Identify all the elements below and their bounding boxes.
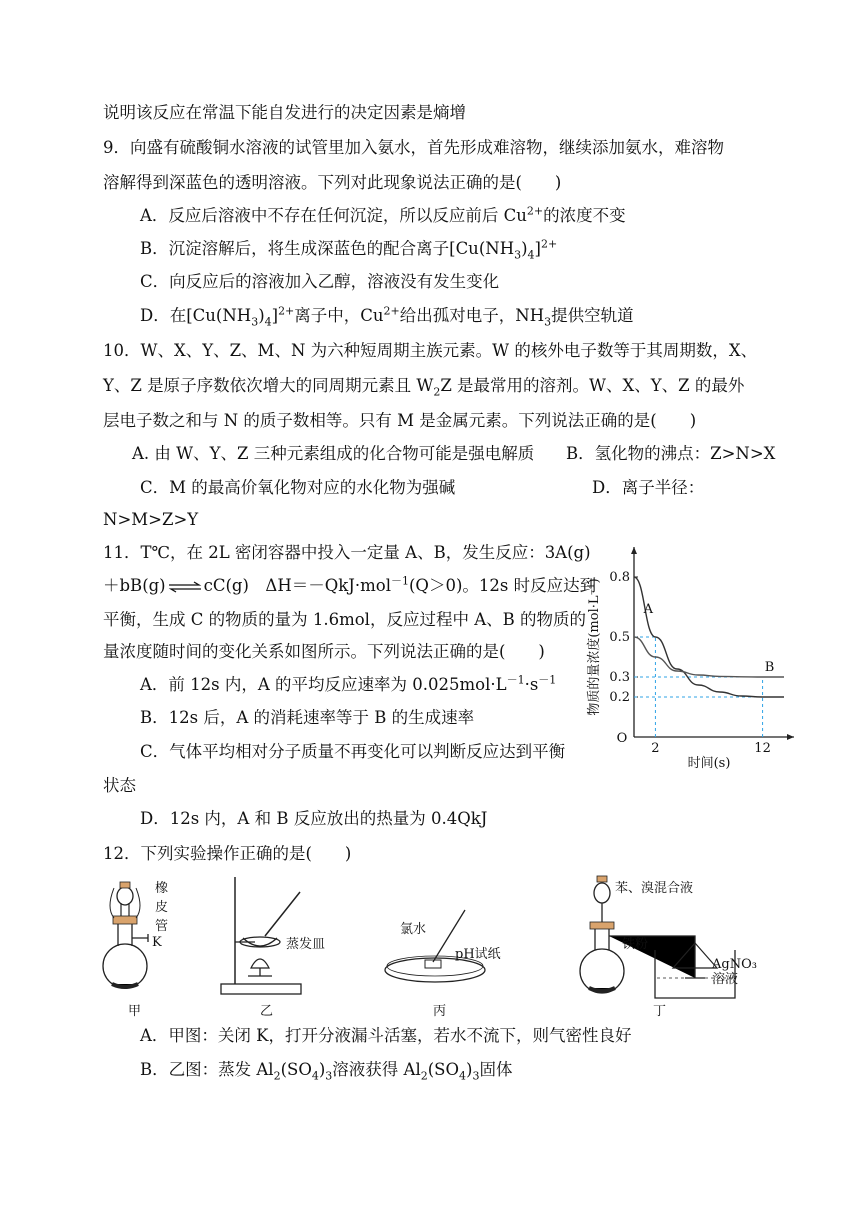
q11-option-d: D．12s 内，A 和 B 反应放出的热量为 0.4QkJ <box>140 809 488 828</box>
y-axis-label: 物质的量浓度(mol·L⁻¹) <box>587 578 602 716</box>
bing-caption: 丙 <box>433 1004 447 1019</box>
q10-option-d: D．离子半径： <box>592 478 705 497</box>
bing-label-ph-paper: pH试纸 <box>455 947 501 962</box>
q10-option-a: A. 由 W、Y、Z 三种元素组成的化合物可能是强电解质 <box>132 444 535 463</box>
q10-option-c: C．M 的最高价氧化物对应的水化物为强碱 <box>140 478 456 497</box>
q10-stem-3: 层电子数之和与 N 的质子数相等。只有 M 是金属元素。下列说法正确的是( ) <box>103 411 697 430</box>
ding-label-agno3: AgNO₃ 溶液 <box>712 957 757 987</box>
bing-label-chlorine-water: 氯水 <box>400 922 427 937</box>
q9-option-c: C．向反应后的溶液加入乙醇，溶液没有发生变化 <box>140 272 500 291</box>
y-tick-label-3: 0.2 <box>609 690 630 705</box>
jia-caption: 甲 <box>128 1004 142 1019</box>
x-tick-label-0: 2 <box>651 741 660 756</box>
x-axis-label: 时间(s) <box>687 756 731 770</box>
q10-stem-1: 10．W、X、Y、Z、M、N 为六种短周期主族元素。W 的核外电子数等于其周期数，X、 <box>103 341 758 360</box>
q9-option-a: A．反应后溶液中不存在任何沉淀，所以反应前后 $Cu^{2+}$的浓度不变 <box>140 204 626 225</box>
chart-guides <box>634 637 763 737</box>
q11-stem-1: 11．T℃，在 2L 密闭容器中投入一定量 A、B，发生反应：3A(g) <box>103 543 591 562</box>
jia-label-k: K <box>152 935 162 950</box>
equilibrium-arrow-icon <box>168 581 202 593</box>
q10-stem-2: Y、Z 是原子序数依次增大的同周期元素且 $W_2Z$ 是最常用的溶剂。W、X、Y、Z 的最外 <box>103 376 745 399</box>
chart-series <box>634 577 784 697</box>
q11-stem-4: 量浓度随时间的变化关系如图所示。下列说法正确的是( ) <box>103 642 545 661</box>
line-continuation: 说明该反应在常温下能自发进行的决定因素是熵增 <box>103 103 466 122</box>
q9-option-b: B．沉淀溶解后，将生成深蓝色的配合离子$[Cu(NH_3)_4]^{2+}$ <box>140 237 558 262</box>
q9-stem-2: 溶解得到深蓝色的透明溶液。下列对此现象说法正确的是( ) <box>103 173 562 192</box>
ding-label-iron: 铁粉 <box>622 937 649 952</box>
concentration-time-chart <box>582 540 802 770</box>
q11-stem-2: ＋bB(g) cC(g) ΔH＝－QkJ·mol$^{-1}$(Q＞0)。12s 时反应达到 <box>103 574 597 595</box>
q10-option-b: B．氢化物的沸点：Z>N>X <box>566 444 776 463</box>
q11-option-a: A．前 12s 内，A 的平均反应速率为 $0.025mol\cdot L^{-1}\cdot s^{-1}$ <box>140 673 557 694</box>
q12-option-a: A．甲图：关闭 K，打开分液漏斗活塞，若水不流下，则气密性良好 <box>140 1026 632 1045</box>
x-tick-label-1: 12 <box>754 741 771 756</box>
q12-stem: 12．下列实验操作正确的是( ) <box>103 844 352 863</box>
y-tick-label-2: 0.3 <box>609 670 630 685</box>
yi-label-dish: 蒸发皿 <box>286 937 326 952</box>
q11-option-c-cont: 状态 <box>103 776 136 795</box>
q9-stem-1: 9．向盛有硫酸铜水溶液的试管里加入氨水，首先形成难溶物，继续添加氨水，难溶物 <box>103 138 724 157</box>
series-B-label: B <box>764 660 775 675</box>
q9-option-d: D．在$[Cu(NH_3)_4]^{2+}$离子中，$Cu^{2+}$给出孤对电子，$NH_3$提供空轨道 <box>140 304 634 329</box>
x-axis-arrow <box>787 734 794 740</box>
q11-option-b: B．12s 后，A 的消耗速率等于 B 的生成速率 <box>140 708 475 727</box>
ding-label-mixture: 苯、溴混合液 <box>615 881 694 896</box>
series-A-label: A <box>643 602 654 617</box>
y-tick-label-0: 0.8 <box>609 570 630 585</box>
y-tick-label-1: 0.5 <box>609 630 630 645</box>
ding-caption: 丁 <box>653 1004 667 1019</box>
series-B-line <box>634 637 784 677</box>
y-axis-arrow <box>631 547 637 554</box>
q11-option-c: C．气体平均相对分子质量不再变化可以判断反应达到平衡 <box>140 742 566 761</box>
q10-option-d-cont: N>M>Z>Y <box>103 510 199 529</box>
origin-label: O <box>616 731 628 746</box>
yi-caption: 乙 <box>260 1004 274 1019</box>
jia-label-rubber-tube: 橡 皮 管 <box>155 881 169 934</box>
series-A-line <box>634 577 784 697</box>
q12-option-b: B．乙图：蒸发 $Al_2(SO_4)_3$溶液获得 $Al_2(SO_4)_3$固体 <box>140 1060 513 1083</box>
q11-stem-3: 平衡，生成 C 的物质的量为 1.6mol，反应过程中 A、B 的物质的 <box>103 610 586 629</box>
